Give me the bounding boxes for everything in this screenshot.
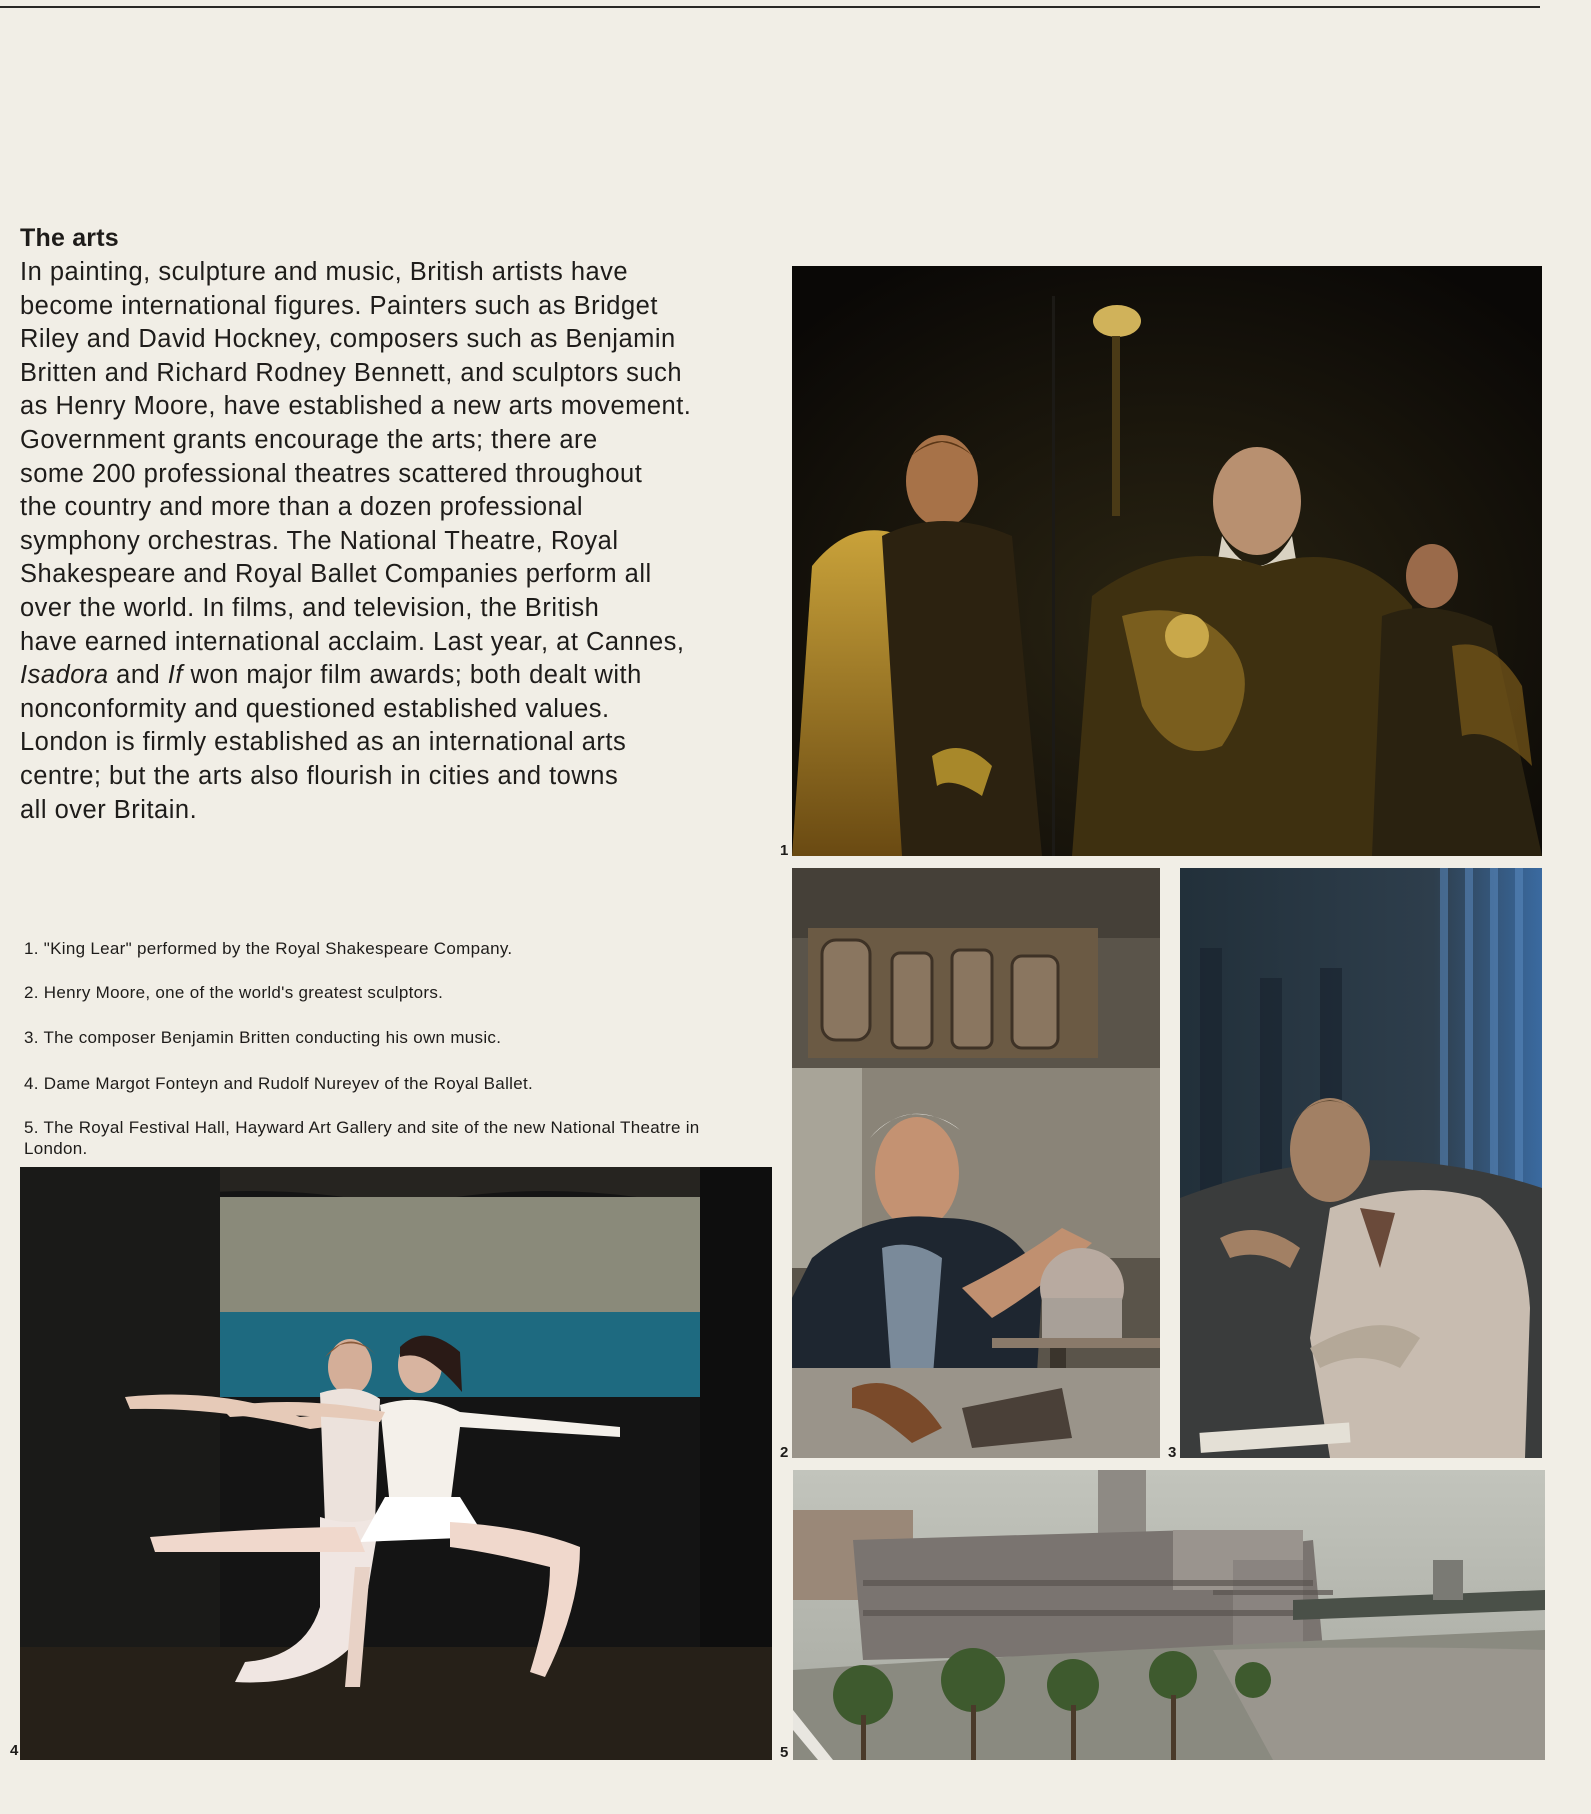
photo-henry-moore	[792, 868, 1160, 1458]
body-line: Government grants encourage the arts; there are	[20, 425, 598, 454]
body-line: nonconformity and questioned established values.	[20, 694, 610, 723]
body-line: Shakespeare and Royal Ballet Companies perform all	[20, 560, 652, 589]
caption-5: 5. The Royal Festival Hall, Hayward Art Gallery and site of the new National Theatre in London.	[24, 1118, 700, 1158]
body-line: become international figures. Painters such as Bridget	[20, 291, 658, 320]
photo-benjamin-britten	[1180, 868, 1542, 1458]
figure-number-5: 5	[780, 1744, 789, 1761]
photo-king-lear	[792, 266, 1542, 856]
body-line: all over Britain.	[20, 795, 198, 824]
body-line: Britten and Richard Rodney Bennett, and sculptors such	[20, 358, 683, 387]
body-fragment: won major film awards; both dealt with	[182, 661, 642, 690]
body-line: some 200 professional theatres scattered throughout	[20, 459, 643, 488]
body-line: London is firmly established as an international arts	[20, 728, 627, 757]
article-body	[20, 256, 765, 827]
body-line-film-titles	[20, 659, 765, 693]
figure-number-3: 3	[1168, 1444, 1177, 1461]
film-title-isadora: Isadora	[20, 661, 109, 690]
film-title-if: If	[167, 661, 183, 690]
body-line: the country and more than a dozen professional	[20, 493, 584, 522]
body-line: centre; but the arts also flourish in cities and towns	[20, 761, 619, 790]
figure-number-4: 4	[10, 1742, 19, 1759]
caption-3: 3. The composer Benjamin Britten conducting his own music.	[24, 1028, 502, 1047]
photo-royal-ballet	[20, 1167, 772, 1760]
section-heading: The arts	[20, 224, 119, 252]
body-line: Riley and David Hockney, composers such as Benjamin	[20, 325, 676, 354]
body-line: have earned international acclaim. Last year, at Cannes,	[20, 627, 685, 656]
body-line: over the world. In films, and television, the British	[20, 593, 600, 622]
caption-4: 4. Dame Margot Fonteyn and Rudolf Nureyev of the Royal Ballet.	[24, 1074, 534, 1093]
top-rule	[0, 6, 1540, 8]
body-fragment: and	[108, 661, 168, 690]
body-line: symphony orchestras. The National Theatre, Royal	[20, 526, 619, 555]
body-line: as Henry Moore, have established a new arts movement.	[20, 392, 692, 421]
caption-2: 2. Henry Moore, one of the world's greatest sculptors.	[24, 983, 444, 1002]
photo-royal-festival-hall	[793, 1470, 1545, 1760]
figure-number-1: 1	[780, 842, 789, 859]
body-line: In painting, sculpture and music, British artists have	[20, 258, 629, 286]
caption-1: 1. "King Lear" performed by the Royal Shakespeare Company.	[24, 939, 513, 958]
figure-number-2: 2	[780, 1444, 789, 1461]
